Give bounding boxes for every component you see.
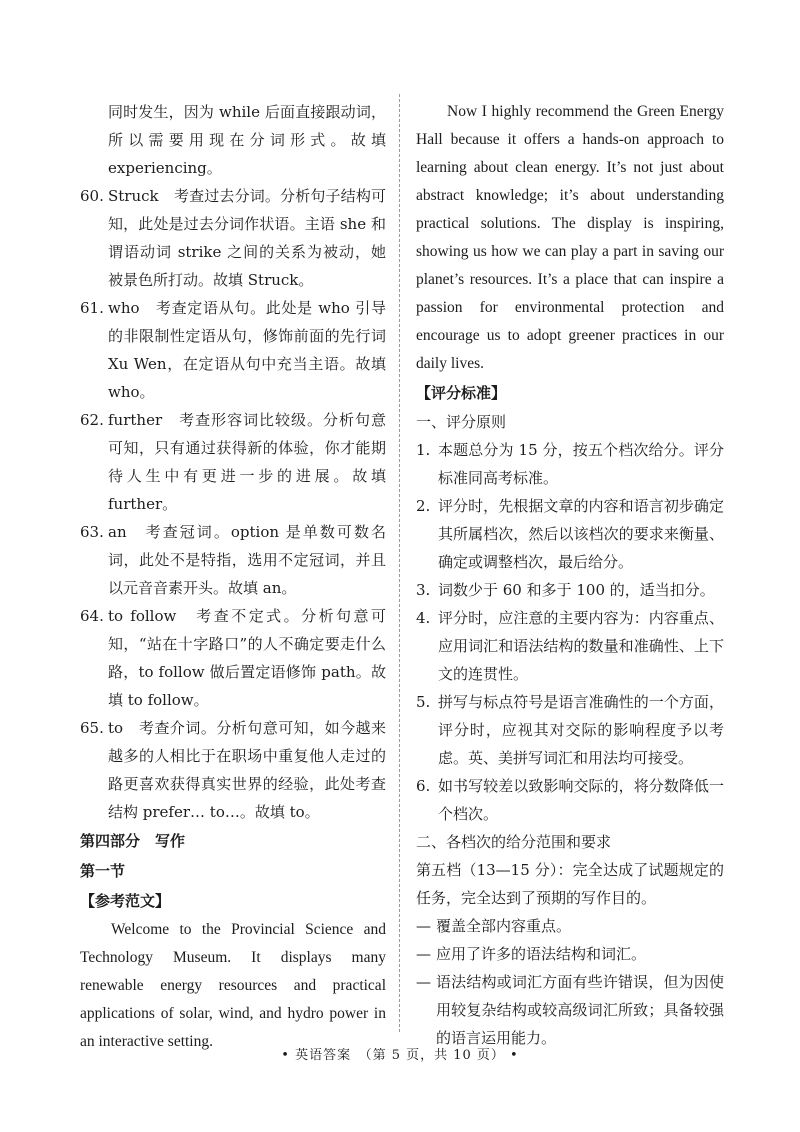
- dash-mark: —: [416, 945, 431, 963]
- item-text: 本题总分为 15 分，按五个档次给分。评分标准同高考标准。: [438, 441, 724, 487]
- item-number: 2.: [416, 497, 431, 515]
- principle-item-3: [416, 576, 724, 604]
- sample-essay-paragraph-2: Now I highly recommend the Green Energy Hall because it offers a hands-on approach to learning about clean energy. It’s not just about abstract knowledge; it’s about understanding practical solutions. The display is inspiring, showing us how we can play a part in saving our planet’s resources. It’s a place that can inspire a passion for environmental protection and encourage us to adopt greener practices in our daily lives.: [416, 103, 724, 372]
- answer-item-65: [80, 714, 386, 826]
- principle-item-6: [416, 772, 724, 828]
- answer-item-61: [80, 294, 386, 406]
- item-number: 6.: [416, 777, 431, 795]
- left-column: [80, 98, 386, 1056]
- item-number: 4.: [416, 609, 431, 627]
- page-footer: • 英语答案 （第 5 页，共 10 页） •: [281, 1048, 519, 1063]
- column-divider: [399, 94, 400, 1032]
- level-5-point-1: [416, 912, 724, 940]
- sample-essay-paragraph-1: Welcome to the Provincial Science and Technology Museum. It displays many renewable energy resources and practical applications of solar, wind, and hydro power in an interactive setting.: [80, 921, 386, 1050]
- item-text: Struck 考查过去分词。分析句子结构可知，此处是过去分词作状语。主语 she 和谓语动词 strike 之间的关系为被动，她被景色所打动。故填 Struck。: [108, 187, 386, 289]
- answer-item-63: [80, 518, 386, 602]
- item-number: 1.: [416, 441, 431, 459]
- item-number: 3.: [416, 581, 431, 599]
- principle-item-4: [416, 604, 724, 688]
- item-number: 64.: [80, 607, 104, 625]
- item-text: to follow 考查不定式。分析句意可知，“站在十字路口”的人不确定要走什么路，to follow 做后置定语修饰 path。故填 to follow。: [108, 607, 386, 709]
- item-text: 拼写与标点符号是语言准确性的一个方面，评分时，应视其对交际的影响程度予以考虑。英、美拼写词汇和用法均可接受。: [438, 693, 724, 767]
- right-column: [416, 98, 724, 1052]
- item-text: an 考查冠词。option 是单数可数名词，此处不是特指，选用不定冠词，并且以元音音素开头。故填 an。: [108, 523, 386, 597]
- sample-label: 【参考范文】: [80, 892, 171, 910]
- point-text: 应用了许多的语法结构和词汇。: [436, 945, 647, 963]
- item-number: 60.: [80, 187, 104, 205]
- item-text: to 考查介词。分析句意可知，如今越来越多的人相比于在职场中重复他人走过的路更喜欢获得真实世界的经验，此处考查结构 prefer… to…。故填 to。: [108, 719, 386, 821]
- item-number: 5.: [416, 693, 431, 711]
- dash-mark: —: [416, 973, 431, 991]
- item-number: 63.: [80, 523, 104, 541]
- item-text: 如书写较差以致影响交际的，将分数降低一个档次。: [438, 777, 724, 823]
- item-text: further 考查形容词比较级。分析句意可知，只有通过获得新的体验，你才能期待人生中有更进一步的进展。故填 further。: [108, 411, 386, 513]
- level-5-point-3: [416, 968, 724, 1052]
- item-text: 词数少于 60 和多于 100 的，适当扣分。: [438, 581, 715, 599]
- item-number: 62.: [80, 411, 104, 429]
- answer-item-62: [80, 406, 386, 518]
- item-number: 65.: [80, 719, 104, 737]
- item-text: 评分时，先根据文章的内容和语言初步确定其所属档次，然后以该档次的要求来衡量、确定或调整档次，最后给分。: [438, 497, 724, 571]
- item-text: 评分时，应注意的主要内容为：内容重点、应用词汇和语法结构的数量和准确性、上下文的连贯性。: [438, 609, 724, 683]
- principle-item-5: [416, 688, 724, 772]
- item-number: 61.: [80, 299, 104, 317]
- part-title: 第四部分 写作: [80, 832, 186, 850]
- levels-title: 二、各档次的给分范围和要求: [416, 833, 612, 851]
- principle-item-2: [416, 492, 724, 576]
- answer-item-60: [80, 182, 386, 294]
- principles-title: 一、评分原则: [416, 413, 507, 431]
- level-5-description: 第五档（13—15 分）：完全达成了试题规定的任务，完全达到了预期的写作目的。: [416, 861, 724, 907]
- principle-item-1: [416, 436, 724, 492]
- section-title: 第一节: [80, 862, 126, 880]
- dash-mark: —: [416, 917, 431, 935]
- point-text: 语法结构或词汇方面有些许错误，但为因使用较复杂结构或较高级词汇所致；具备较强的语言运用能力。: [436, 973, 724, 1047]
- item-text: who 考查定语从句。此处是 who 引导的非限制性定语从句，修饰前面的先行词 Xu Wen，在定语从句中充当主语。故填 who。: [108, 299, 386, 401]
- continued-answer: 同时发生，因为 while 后面直接跟动词，所以需要用现在分词形式。故填 experiencing。: [108, 103, 386, 177]
- level-5-point-2: [416, 940, 724, 968]
- answer-item-64: [80, 602, 386, 714]
- criteria-label: 【评分标准】: [416, 384, 507, 402]
- point-text: 覆盖全部内容重点。: [436, 917, 572, 935]
